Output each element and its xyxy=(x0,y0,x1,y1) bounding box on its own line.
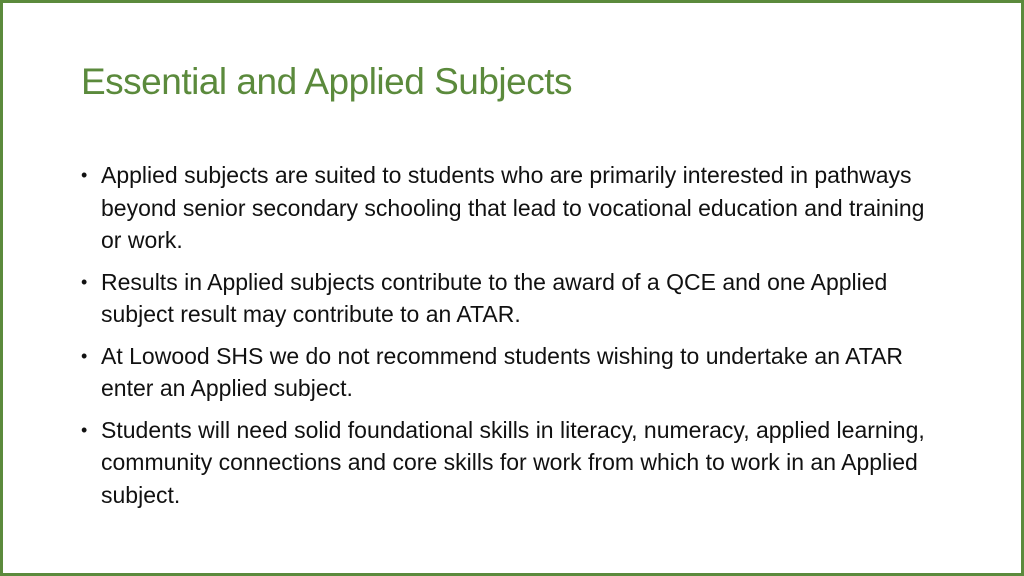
bullet-item xyxy=(81,159,951,257)
bullet-text: Results in Applied subjects contribute to the award of a QCE and one Applied subject result may contribute to an ATAR. xyxy=(101,268,888,327)
bullet-icon: • xyxy=(81,271,88,292)
bullet-text: At Lowood SHS we do not recommend students wishing to undertake an ATAR enter an Applied subject. xyxy=(101,342,904,401)
slide-title: Essential and Applied Subjects xyxy=(81,61,573,102)
bullet-item xyxy=(81,340,951,405)
bullet-text: Applied subjects are suited to students who are primarily interested in pathways beyond senior secondary schooling that lead to vocational education and training or work. xyxy=(101,162,925,253)
bullet-list xyxy=(81,159,951,520)
bullet-item xyxy=(81,266,951,331)
bullet-icon: • xyxy=(81,165,88,185)
bullet-icon: • xyxy=(81,345,88,366)
bullet-text: Students will need solid foundational skills in literacy, numeracy, applied learning, community connections and core skills for work from which to work in an Applied subject. xyxy=(101,416,925,508)
bullet-item xyxy=(81,414,951,512)
bullet-icon: • xyxy=(81,419,88,440)
